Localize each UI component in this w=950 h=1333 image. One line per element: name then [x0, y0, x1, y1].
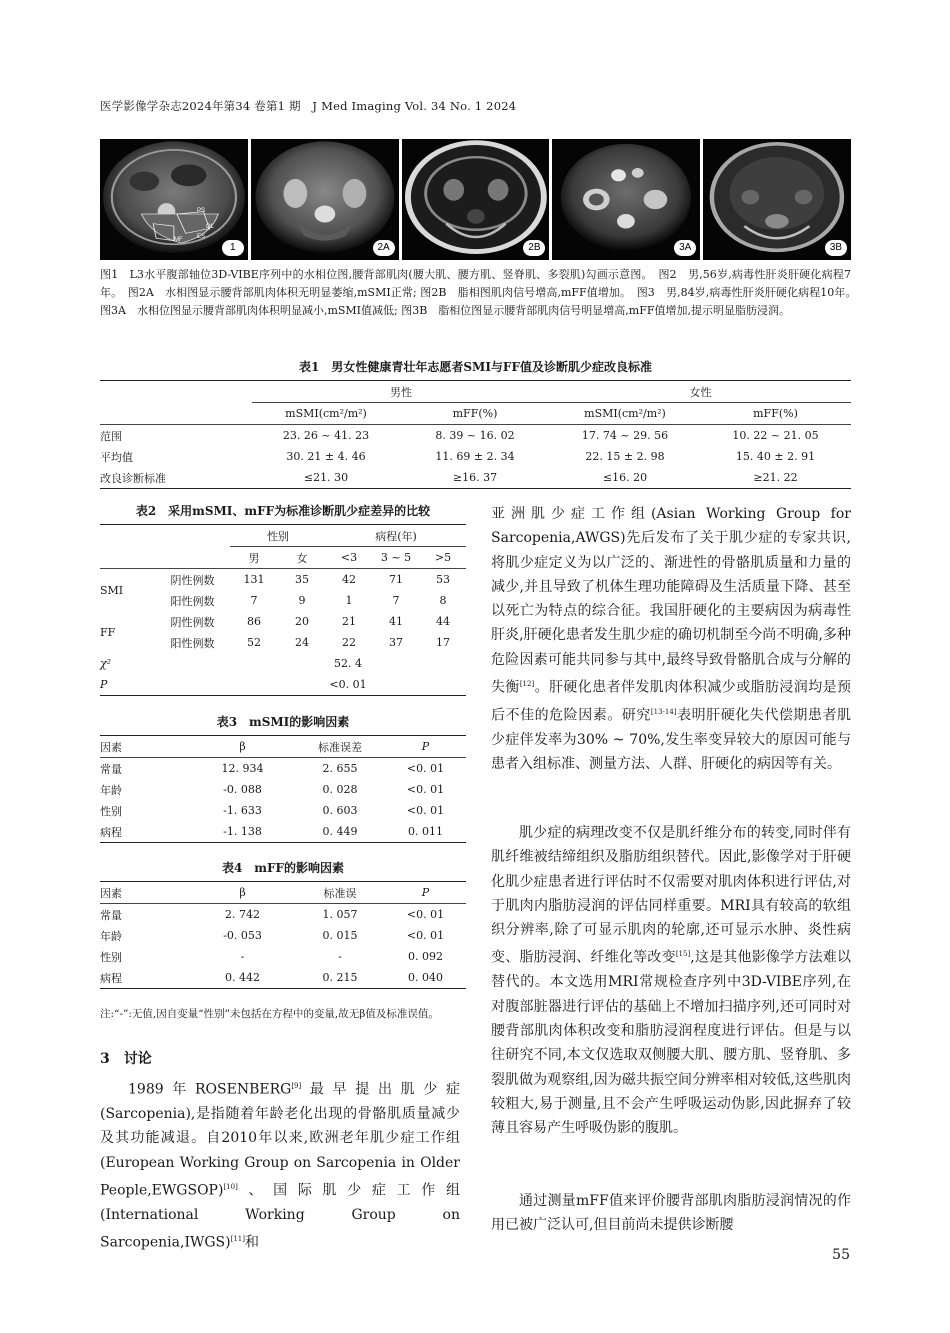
- table-cell: 44: [436, 615, 450, 628]
- group-label: FF: [100, 625, 116, 639]
- table-cell: 53: [436, 573, 450, 586]
- roi-label-ps: PS: [197, 208, 206, 214]
- row-label: 性别: [100, 804, 122, 818]
- row-label: 平均值: [100, 450, 133, 464]
- right-paragraph-1: [491, 502, 851, 777]
- table-cell: -1. 138: [223, 825, 262, 838]
- table1-group-male: 男性: [252, 381, 550, 403]
- table4-caption: 表4 mFF的影响因素: [221, 861, 345, 875]
- chi-label: χ²: [100, 657, 112, 670]
- mri-panel-1: [100, 139, 248, 260]
- table-row: [100, 467, 851, 489]
- table4-header: β: [239, 886, 246, 899]
- table-row: [100, 611, 466, 632]
- right-paragraph-3: 通过测量mFF值来评价腰背部肌肉脂肪浸润情况的作用已被广泛认可,但目前尚未提供诊断腰: [491, 1193, 851, 1234]
- row-label: 阴性例数: [170, 615, 215, 629]
- table-cell: 0. 028: [322, 783, 358, 796]
- table-cell: 9: [298, 594, 306, 607]
- table-cell: 12. 934: [221, 762, 264, 775]
- table-cell: 20: [295, 615, 309, 628]
- page-number: 55: [832, 1247, 850, 1263]
- table-row: [100, 425, 851, 447]
- panel-label: 2A: [373, 240, 395, 256]
- table-cell: ≥16. 37: [452, 471, 498, 484]
- table-cell: 2. 742: [225, 908, 260, 921]
- table4-header: 因素: [100, 886, 122, 900]
- row-label: 年龄: [100, 783, 122, 797]
- table-cell: 24: [295, 636, 309, 649]
- table3-header: P: [421, 740, 430, 753]
- table-cell: 71: [389, 573, 403, 586]
- table-cell: -0. 088: [223, 783, 262, 796]
- citation: [11]: [230, 1235, 245, 1244]
- p-value: <0. 01: [329, 678, 367, 691]
- table-row: [100, 946, 466, 967]
- table-cell: <0. 01: [406, 929, 445, 942]
- table-cell: 37: [389, 636, 403, 649]
- panel-label: 3B: [825, 240, 847, 256]
- table-cell: ≤21. 30: [303, 471, 349, 484]
- table-row: [100, 632, 466, 653]
- citation: [15]: [675, 950, 691, 959]
- roi-label-mf: MF: [174, 237, 183, 243]
- table-row: [100, 446, 851, 467]
- table2-caption: 表2 采用mSMI、mFF为标准诊断肌少症差异的比较: [135, 504, 431, 518]
- table-cell: 0. 011: [408, 825, 443, 838]
- text-run: 1989年ROSENBERG: [128, 1081, 292, 1098]
- table-cell: 21: [342, 615, 356, 628]
- row-label: 常量: [100, 908, 122, 922]
- table-cell: 30. 21 ± 4. 46: [286, 450, 366, 463]
- row-label: 常量: [100, 762, 122, 776]
- table2-group-course: 病程(年): [326, 525, 466, 547]
- table-cell: 15. 40 ± 2. 91: [735, 450, 816, 463]
- table-row: [100, 758, 466, 780]
- table-cell: 0. 449: [322, 825, 358, 838]
- table-cell: 10. 22 ~ 21. 05: [732, 429, 819, 442]
- table1-subheader: mSMI(cm²/m²): [584, 407, 666, 420]
- table2-subheader: 女: [296, 551, 308, 565]
- text-run: 表明肝硬化失代偿期患者肌少症伴发率为30% ~ 70%,发生率变异较大的原因可能与患者入组标准、测量方法、人群、肝硬化的病因等有关。: [491, 707, 852, 773]
- section-title: 3 讨论: [100, 1051, 152, 1067]
- panel-label: 2B: [523, 240, 545, 256]
- text-run: 和: [244, 1234, 259, 1251]
- table-cell: 8. 39 ~ 16. 02: [435, 429, 515, 442]
- roi-label-ql: QL: [206, 224, 215, 230]
- chi-value: 52. 4: [334, 657, 362, 670]
- citation: [9]: [291, 1082, 302, 1090]
- table2-subheader: <3: [340, 551, 358, 564]
- figure-caption: 图1 L3水平腹部轴位3D-VIBE序列中的水相位图,腰背部肌肉(腰大肌、腰方肌、竖脊肌、多裂肌)勾画示意图。 图2 男,56岁,病毒性肝炎肝硬化病程7年。 图2A 水相图显示腰背部肌肉体积无明显萎缩,mSMI正常; 图2B 脂相图肌肉信号增高,mFF值增加。 图3 男,84岁,病毒性肝炎肝硬化病程10年。 图3A 水相位图显示腰背部肌肉体积明显减小,mSMI值减低; 图3B 脂相位图显示腰背部肌肉信号明显增高,mFF值增加,提示明显脂肪浸润。: [100, 268, 862, 317]
- table2-subheader: 男: [248, 551, 260, 565]
- running-head: 医学影像学杂志2024年第34 卷第1 期 J Med Imaging Vol. 34 No. 1 2024: [100, 99, 517, 113]
- table-row: [100, 674, 466, 696]
- table2-subheader: >5: [434, 551, 452, 564]
- table-cell: 1: [345, 594, 353, 607]
- text-run: 。肝硬化患者伴发肌肉体积减少或脂肪浸润均是预后不佳的危险因素。研究: [491, 679, 852, 724]
- table-cell: 0. 603: [322, 804, 358, 817]
- table-cell: 7: [250, 594, 258, 607]
- table3: [100, 735, 466, 843]
- table2-subheader: 3 ~ 5: [380, 551, 412, 564]
- table-cell: 8: [439, 594, 447, 607]
- table-cell: 2. 655: [322, 762, 358, 775]
- text-run: 、国际肌少症工作组(International Working Group on Sarcopenia,IWGS): [100, 1182, 460, 1251]
- table1-subheader: mFF(%): [452, 407, 498, 420]
- table-cell: 35: [295, 573, 309, 586]
- text-run: 最早提出肌少症(Sarcopenia),是指随着年龄老化出现的骨骼肌质量减少及其功能减退。自2010年以来,欧洲老年肌少症工作组(European Working Group on Sarcopenia in Older People,EWGSOP): [100, 1081, 460, 1199]
- mri-panel-2b: [402, 139, 550, 260]
- mri-panel-2a: [251, 139, 399, 260]
- row-label: 性别: [100, 950, 122, 964]
- row-label: 阳性例数: [170, 636, 215, 650]
- table-row: [100, 800, 466, 821]
- panel-label: 1: [222, 240, 244, 256]
- table-cell: <0. 01: [406, 783, 445, 796]
- table-cell: 22. 15 ± 2. 98: [585, 450, 665, 463]
- table-row: [100, 653, 466, 674]
- text-run: 肌少症的病理改变不仅是肌纤维分布的转变,同时伴有肌纤维被结缔组织及脂肪组织替代。因此,影像学对于肝硬化肌少症患者进行评估时不仅需要对肌肉体积进行评估,对于肌肉内脂肪浸润的评估同样重要。MRI具有较高的软组织分辨率,除了可显示肌肉的轮廓,还可显示水肿、炎性病变、脂肪浸润、纤维化等改变: [491, 825, 851, 967]
- table-row: [100, 821, 466, 843]
- citation: [13-14]: [650, 708, 677, 717]
- citation: [10]: [223, 1182, 238, 1191]
- table3-header: 因素: [100, 740, 122, 754]
- table1-caption: 表1 男女性健康青壮年志愿者SMI与FF值及诊断肌少症改良标准: [299, 360, 652, 374]
- row-label: 病程: [100, 971, 122, 985]
- table4-note: 注:“-”:无值,因自变量“性别”未包括在方程中的变量,故无β值及标准误值。: [100, 1008, 439, 1020]
- table-cell: 42: [342, 573, 356, 586]
- table1-group-female: 女性: [550, 381, 851, 403]
- table-cell: -1. 633: [223, 804, 262, 817]
- figure-strip: [100, 139, 851, 260]
- table-row: [100, 925, 466, 946]
- row-label: 阳性例数: [170, 594, 215, 608]
- row-label: 范围: [100, 429, 122, 443]
- table-cell: <0. 01: [406, 908, 445, 921]
- roi-label-es: ES: [197, 234, 206, 240]
- table-cell: 17. 74 ~ 29. 56: [581, 429, 669, 442]
- row-label: 阴性例数: [170, 573, 215, 587]
- table-cell: <0. 01: [406, 762, 445, 775]
- table-row: [100, 779, 466, 800]
- table-row: [100, 569, 466, 591]
- table-cell: ≤16. 20: [602, 471, 648, 484]
- table1-subheader: mSMI(cm²/m²): [285, 407, 367, 420]
- table-cell: -: [338, 950, 342, 963]
- mri-panel-3a: [552, 139, 700, 260]
- text-run: 亚洲肌少症工作组(Asian Working Group for Sarcopenia,AWGS)先后发布了关于肌少症的专家共识,将肌少症定义为以广泛的、渐进性的骨骼肌质量和力量的减少,并且导致了机体生理功能障碍及生活质量下降、甚至以死亡为特点的综合征。我国肝硬化的主要病因为病毒性肝炎,肝硬化患者发生肌少症的确切机制至今尚不明确,多种危险因素可能共同参与其中,最终导致骨骼肌合成与分解的失衡: [491, 506, 851, 696]
- table-row: [100, 967, 466, 989]
- table-cell: -0. 053: [223, 929, 262, 942]
- table3-header: β: [239, 740, 246, 753]
- table-cell: 0. 442: [225, 971, 260, 984]
- table1-subheader: mFF(%): [753, 407, 798, 420]
- table-cell: ≥21. 22: [753, 471, 798, 484]
- table4: [100, 881, 466, 989]
- right-paragraph-2: [491, 821, 851, 1141]
- citation: [12]: [519, 680, 535, 689]
- mri-panel-3b: [703, 139, 851, 260]
- table-cell: <0. 01: [406, 804, 445, 817]
- table-cell: 0. 092: [408, 950, 443, 963]
- table1: [100, 380, 851, 489]
- table-cell: 131: [243, 573, 265, 586]
- table-row: [100, 904, 466, 926]
- table3-caption: 表3 mSMI的影响因素: [216, 715, 350, 729]
- group-label: SMI: [100, 583, 124, 597]
- p-label: P: [100, 678, 108, 691]
- table-cell: 23. 26 ~ 41. 23: [282, 429, 370, 442]
- table2: [100, 524, 466, 696]
- table3-header: 标准误差: [318, 740, 362, 754]
- table-cell: 11. 69 ± 2. 34: [435, 450, 515, 463]
- row-label: 年龄: [100, 929, 122, 943]
- left-paragraph: [100, 1074, 460, 1255]
- table4-header: 标准误: [323, 886, 357, 900]
- table2-group-sex: 性别: [230, 525, 326, 547]
- table-cell: 17: [436, 636, 450, 649]
- table-cell: 0. 215: [322, 971, 358, 984]
- table-cell: -: [240, 950, 245, 963]
- table-cell: 86: [247, 615, 261, 628]
- table-cell: 0. 015: [322, 929, 358, 942]
- table-cell: 52: [247, 636, 261, 649]
- table-row: [100, 590, 466, 611]
- text-run: ,这是其他影像学方法难以替代的。本文选用MRI常规检查序列中3D-VIBE序列,在对腹部脏器进行评估的基础上不增加扫描序列,还可同时对腰背部肌肉体积改变和脂肪浸润程度进行评估。但是与以往研究不同,本文仅选取双侧腰大肌、腰方肌、竖脊肌、多裂肌做为观察组,因为磁共振空间分辨率相对较低,这些肌肉较粗大,易于测量,且不会产生呼吸运动伪影,因此摒弃了较薄且容易产生呼吸伪影的腹肌。: [491, 950, 852, 1137]
- panel-label: 3A: [674, 240, 696, 256]
- table4-header: P: [421, 886, 430, 899]
- table-cell: 22: [342, 636, 356, 649]
- row-label: 病程: [100, 825, 122, 839]
- table-cell: 41: [389, 615, 403, 628]
- table-cell: 0. 040: [408, 971, 443, 984]
- table-cell: 7: [392, 594, 400, 607]
- table-cell: 1. 057: [322, 908, 358, 921]
- row-label: 改良诊断标准: [100, 471, 166, 485]
